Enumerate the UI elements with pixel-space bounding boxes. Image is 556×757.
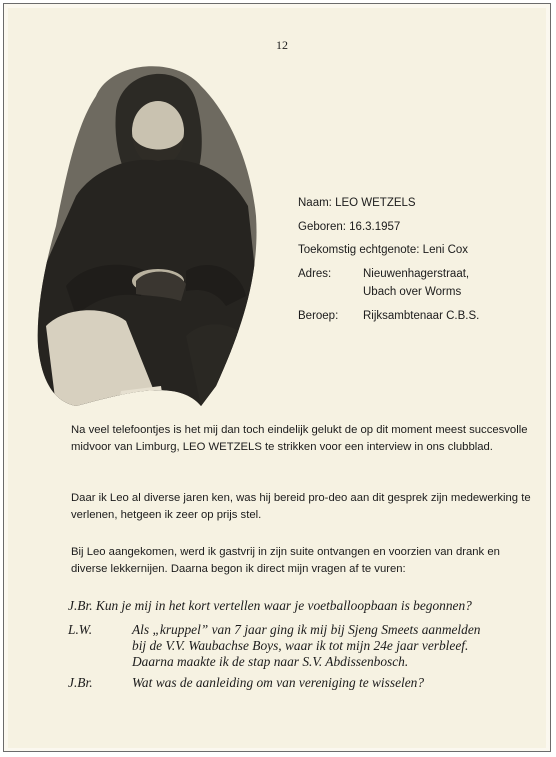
profile-name-row xyxy=(298,194,479,213)
profile-job-value: Rijksambtenaar C.B.S. xyxy=(363,309,480,322)
magazine-page xyxy=(8,8,546,748)
question-text: Wat was de aanleiding om van vereniging te wisselen? xyxy=(132,675,425,690)
profile-address-row xyxy=(298,265,479,284)
interview-question-1 xyxy=(68,598,542,614)
answer-line: bij de V.V. Waubachse Boys, waar ik tot mijn 24e jaar verbleef. xyxy=(132,638,469,653)
answer-line: Als „kruppel” van 7 jaar ging ik mij bij Sjeng Smeets aanmelden xyxy=(132,622,481,637)
profile-born-label: Geboren: xyxy=(298,220,346,233)
acquaintance-paragraph: Daar ik Leo al diverse jaren ken, was hij bereid pro-deo aan dit gesprek zijn medewerking te verlenen, hetgeen ik zeer op prijs stel. xyxy=(71,492,531,521)
profile-address-label: Adres: xyxy=(298,267,332,280)
interview-question-2 xyxy=(68,675,542,691)
profile-job-row xyxy=(298,307,479,326)
player-profile xyxy=(298,194,479,325)
profile-spouse-label: Toekomstig echtgenote: xyxy=(298,244,420,256)
player-photo xyxy=(36,56,260,406)
arrival-paragraph: Bij Leo aangekomen, werd ik gastvrij in zijn suite ontvangen en voorzien van drank en diverse lekkernijen. Daarna begon ik direct mijn vragen af te vuren: xyxy=(71,546,500,575)
interview-answer-1 xyxy=(68,622,542,670)
profile-name-label: Naam: xyxy=(298,197,332,209)
profile-address-line1: Nieuwenhagerstraat, xyxy=(363,267,470,280)
question-text: J.Br. Kun je mij in het kort vertellen waar je voetballoopbaan is begonnen? xyxy=(68,598,472,613)
profile-spouse-row xyxy=(298,241,479,260)
answer-line: Daarna maakte ik de stap naar S.V. Abdissenbosch. xyxy=(132,654,409,669)
profile-job-label: Beroep: xyxy=(298,309,339,322)
profile-address-line2: Ubach over Worms xyxy=(363,286,462,298)
profile-born-value: 16.3.1957 xyxy=(349,220,401,233)
intro-paragraph: Na veel telefoontjes is het mij dan toch eindelijk gelukt de op dit moment meest succesvolle midvoor van Limburg, LEO WETZELS te strikken voor een interview in ons clubblad. xyxy=(71,424,528,453)
page-number: 12 xyxy=(276,38,288,52)
profile-born-row xyxy=(298,218,479,237)
profile-name-value: LEO WETZELS xyxy=(335,197,416,209)
answer-speaker: L.W. xyxy=(68,622,93,637)
question-speaker: J.Br. xyxy=(68,675,93,690)
profile-spouse-value: Leni Cox xyxy=(422,244,469,256)
